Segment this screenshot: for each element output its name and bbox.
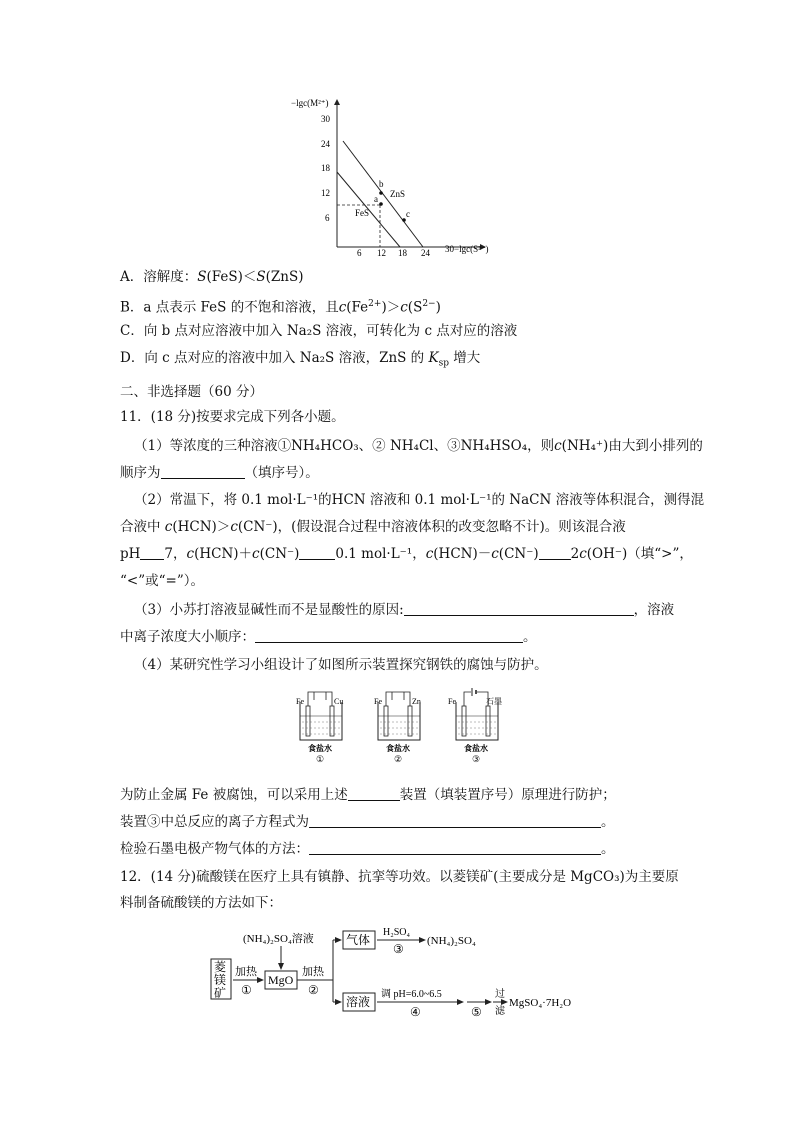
answer-blank[interactable] bbox=[255, 628, 523, 643]
q11-p1-line2: 顺序为 （填序号）。 bbox=[120, 465, 319, 481]
electrode-label: Fe bbox=[448, 697, 456, 706]
ore-char: 镁 bbox=[214, 973, 227, 987]
q11-p1-line1: （1）等浓度的三种溶液①NH₄HCO₃、② NH₄Cl、③NH₄HSO₄，则c(NH₄⁺)由大到小排列的 bbox=[134, 438, 703, 454]
section-heading: 二、非选择题（60 分） bbox=[120, 384, 263, 400]
final-product: MgSO₄·7H₂O bbox=[509, 997, 572, 1009]
solution-label: 溶液 bbox=[346, 995, 371, 1009]
answer-blank[interactable] bbox=[309, 813, 601, 828]
reagent-label: (NH₄)₂SO₄溶液 bbox=[243, 933, 314, 945]
answer-blank[interactable] bbox=[140, 545, 164, 560]
x-tick: 12 bbox=[377, 248, 386, 258]
apparatus-number: ① bbox=[316, 754, 325, 764]
electrode-label: Cu bbox=[334, 697, 344, 706]
x-axis-label: 30−lgc(S²⁻) bbox=[445, 244, 489, 254]
label-fes: FeS bbox=[355, 208, 370, 218]
q11-p2-line3: pH 7，c(HCN)＋c(CN⁻) 0.1 mol·L⁻¹，c(HCN)－c(CN⁻) 2c(OH⁻)（填“>”， bbox=[120, 546, 693, 562]
liquid-label: 食盐水 bbox=[308, 744, 332, 753]
q11-p3-line1: （3）小苏打溶液显碱性而不是显酸性的原因: ，溶液 bbox=[134, 602, 675, 618]
apparatus-number: ③ bbox=[472, 754, 481, 764]
y-tick: 24 bbox=[321, 139, 330, 149]
q12-heading-line2: 料制备硫酸镁的方法如下： bbox=[120, 895, 282, 911]
electrode-label: Zn bbox=[412, 697, 421, 706]
answer-blank[interactable] bbox=[404, 601, 634, 616]
step-label: 加热 bbox=[235, 966, 257, 978]
step-number: ③ bbox=[393, 942, 404, 956]
step-number: ④ bbox=[410, 1005, 421, 1019]
q11-p2-line1: （2）常温下，将 0.1 mol·L⁻¹的HCN 溶液和 0.1 mol·L⁻¹的 NaCN 溶液等体积混合，测得混 bbox=[134, 492, 705, 508]
q12-heading-line1: 12．(14 分)硫酸镁在医疗上具有镇静、抗挛等功效。以菱镁矿(主要成分是 MgCO₃)为主要原 bbox=[120, 869, 679, 885]
condition-label: 调 pH=6.0~6.5 bbox=[381, 989, 442, 1000]
y-tick: 12 bbox=[321, 188, 330, 198]
liquid-label: 食盐水 bbox=[464, 744, 488, 753]
answer-blank[interactable] bbox=[161, 464, 245, 479]
point-b bbox=[379, 191, 383, 195]
label-c: c bbox=[406, 209, 410, 219]
product-label: (NH₄)₂SO₄ bbox=[427, 935, 476, 947]
q11-heading: 11．(18 分)按要求完成下列各小题。 bbox=[120, 409, 345, 425]
x-tick: 24 bbox=[421, 248, 430, 258]
q11-p4-line3: 装置③中总反应的离子方程式为 。 bbox=[120, 814, 615, 830]
x-tick: 18 bbox=[398, 248, 407, 258]
option-b: B．a 点表示 FeS 的不饱和溶液，且$c(Fe^{2+})>c(S^{2-})$ bbox=[120, 299, 441, 316]
electrode-label: 石墨 bbox=[486, 697, 502, 706]
corrosion-apparatus-figure bbox=[290, 688, 510, 770]
reagent-label: H₂SO₄ bbox=[383, 927, 410, 938]
y-tick: 18 bbox=[321, 163, 330, 173]
gas-label: 气体 bbox=[346, 933, 371, 947]
ore-char: 矿 bbox=[214, 986, 227, 1000]
point-a bbox=[379, 202, 383, 206]
mgo-label: MgO bbox=[268, 973, 294, 987]
answer-blank[interactable] bbox=[348, 786, 400, 801]
option-a: A．溶解度：S(FeS)＜S(ZnS) bbox=[120, 269, 304, 285]
answer-blank[interactable] bbox=[539, 545, 571, 560]
q11-p4-line4: 检验石墨电极产物气体的方法： 。 bbox=[120, 841, 615, 857]
apparatus-1 bbox=[296, 692, 343, 764]
q11-p4-line2: 为防止金属 Fe 被腐蚀，可以采用上述 装置（填装置序号）原理进行防护； bbox=[120, 787, 616, 803]
answer-blank[interactable] bbox=[309, 840, 601, 855]
q11-p2-line4: “<”或“=”）。 bbox=[120, 573, 204, 589]
answer-blank[interactable] bbox=[299, 545, 335, 560]
label-zns: ZnS bbox=[390, 189, 406, 199]
option-d: D．向 c 点对应的溶液中加入 Na₂S 溶液，ZnS 的 $K_{sp}$ 增大 bbox=[120, 350, 481, 369]
step-number: ① bbox=[241, 983, 252, 997]
q11-p2-line2: 合液中 c(HCN)＞c(CN⁻)，(假设混合过程中溶液体积的改变忽略不计)。则该混合液 bbox=[120, 519, 626, 535]
process-flow-diagram bbox=[205, 922, 605, 1022]
label-b: b bbox=[379, 179, 384, 189]
step-number: ⑤ bbox=[471, 1005, 482, 1019]
y-axis-label: −lgc(M²⁺) bbox=[291, 98, 329, 108]
x-tick: 6 bbox=[357, 248, 362, 258]
y-tick: 30 bbox=[321, 114, 330, 124]
step-number: ② bbox=[308, 983, 319, 997]
q11-p4-line1: （4）某研究性学习小组设计了如图所示装置探究钢铁的腐蚀与防护。 bbox=[134, 657, 548, 673]
electrode-label: Fe bbox=[296, 697, 304, 706]
q11-p3-line2: 中离子浓度大小顺序： 。 bbox=[120, 629, 537, 645]
step-label: 滤 bbox=[495, 1006, 505, 1017]
solubility-graph bbox=[285, 92, 505, 258]
ore-char: 菱 bbox=[214, 960, 227, 974]
step-label: 加热 bbox=[302, 966, 324, 978]
liquid-label: 食盐水 bbox=[386, 744, 410, 753]
label-a: a bbox=[374, 194, 378, 204]
apparatus-3 bbox=[448, 688, 502, 764]
option-c: C．向 b 点对应溶液中加入 Na₂S 溶液，可转化为 c 点对应的溶液 bbox=[120, 323, 518, 339]
apparatus-2 bbox=[374, 692, 421, 764]
electrode-label: Fe bbox=[374, 697, 382, 706]
y-tick: 6 bbox=[325, 213, 330, 223]
apparatus-number: ② bbox=[394, 754, 403, 764]
step-label: 过 bbox=[495, 989, 505, 1000]
